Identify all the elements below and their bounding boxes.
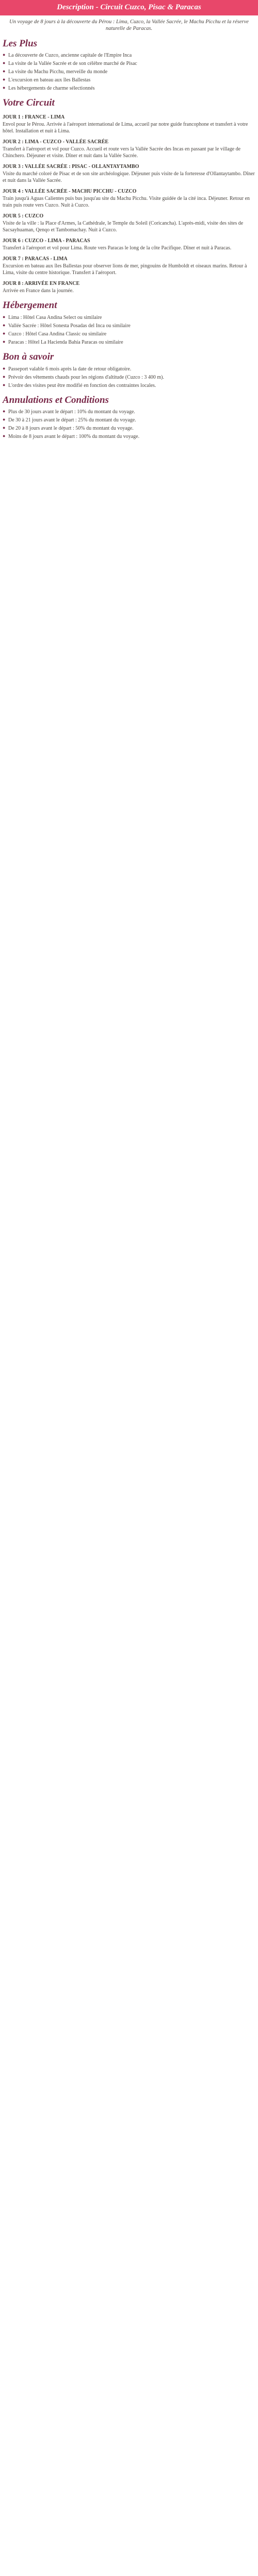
bullet-icon: ● <box>3 338 6 344</box>
bullet-icon: ● <box>3 60 6 66</box>
list-item-text: L'ordre des visites peut être modifié en fonction des contraintes locales. <box>8 382 156 388</box>
list-item-text: Vallée Sacrée : Hôtel Sonesta Posadas del Inca ou similaire <box>8 323 131 329</box>
bullet-icon: ● <box>3 409 6 414</box>
list-item-text: La découverte de Cuzco, ancienne capitale de l'Empire Inca <box>8 53 132 59</box>
bullet-icon: ● <box>3 417 6 422</box>
bullet-icon: ● <box>3 52 6 58</box>
list-item-text: De 20 à 8 jours avant le départ : 50% du montant du voyage. <box>8 426 134 432</box>
list-item <box>3 331 255 337</box>
list-item-text: Cuzco : Hôtel Casa Andina Classic ou similaire <box>8 331 107 337</box>
bullet-icon: ● <box>3 374 6 379</box>
day-text: Envol pour le Pérou. Arrivée à l'aéroport international de Lima, accueil par notre guide francophone et transfert à votre hôtel. Installation et nuit à Lima. <box>3 122 248 134</box>
bullet-icon: ● <box>3 85 6 91</box>
itinerary-day <box>3 213 255 233</box>
list-item <box>3 69 255 75</box>
list-item <box>3 85 255 92</box>
day-heading: JOUR 1 : FRANCE - LIMA <box>3 114 65 121</box>
list-item <box>3 366 255 372</box>
day-heading: JOUR 7 : PARACAS - LIMA <box>3 256 68 262</box>
highlights-list <box>3 52 255 92</box>
list-item <box>3 60 255 67</box>
page-content <box>0 15 258 447</box>
good-to-know-heading: Bon à savoir <box>3 351 54 362</box>
list-item <box>3 339 255 346</box>
day-heading: JOUR 2 : LIMA - CUZCO - VALLÉE SACRÉE <box>3 139 109 145</box>
page-banner: Description - Circuit Cuzco, Pisac & Paracas <box>0 0 258 15</box>
itinerary-day <box>3 188 255 209</box>
list-item-text: De 30 à 21 jours avant le départ : 25% du montant du voyage. <box>8 417 136 423</box>
list-item-text: Plus de 30 jours avant le départ : 10% du montant du voyage. <box>8 409 135 415</box>
day-text: Arrivée en France dans la journée. <box>3 288 74 294</box>
bullet-icon: ● <box>3 330 6 336</box>
cancellation-heading: Annulations et Conditions <box>3 394 109 405</box>
day-heading: JOUR 8 : ARRIVÉE EN FRANCE <box>3 281 80 287</box>
bullet-icon: ● <box>3 314 6 319</box>
day-text: Visite du marché coloré de Pisac et de son site archéologique. Déjeuner puis visite de la forteresse d'Ollantaytambo. Dîner et nuit dans la Vallée Sacrée. <box>3 171 255 184</box>
bullet-icon: ● <box>3 365 6 371</box>
list-item <box>3 374 255 381</box>
itinerary-heading: Votre Circuit <box>3 97 55 109</box>
list-item-text: Lima : Hôtel Casa Andina Select ou similaire <box>8 314 102 320</box>
list-item-text: Les hébergements de charme sélectionnés <box>8 86 95 92</box>
itinerary-day <box>3 280 255 294</box>
itinerary-day <box>3 163 255 184</box>
list-item <box>3 382 255 389</box>
highlights-heading: Les Plus <box>3 38 38 49</box>
list-item-text: Prévoir des vêtements chauds pour les régions d'altitude (Cuzco : 3 400 m). <box>8 374 165 380</box>
list-item <box>3 433 255 440</box>
list-item <box>3 425 255 432</box>
list-item-text: Passeport valable 6 mois après la date de retour obligatoire. <box>8 366 132 372</box>
day-heading: JOUR 6 : CUZCO - LIMA - PARACAS <box>3 238 90 244</box>
lodging-list <box>3 314 255 346</box>
bullet-icon: ● <box>3 433 6 439</box>
list-item <box>3 417 255 423</box>
lodging-heading: Hébergement <box>3 300 57 311</box>
bullet-icon: ● <box>3 69 6 74</box>
bullet-icon: ● <box>3 77 6 82</box>
day-heading: JOUR 5 : CUZCO <box>3 213 44 219</box>
day-heading: JOUR 3 : VALLÉE SACRÉE : PISAC - OLLANTAYTAMBO <box>3 164 139 170</box>
itinerary-day <box>3 139 255 159</box>
day-text: Train jusqu'à Aguas Calientes puis bus jusqu'au site du Machu Picchu. Visite guidée de la cité inca. Déjeuner. Retour en train puis route vers Cuzco. Nuit à Cuzco. <box>3 196 250 209</box>
good-to-know-list <box>3 366 255 389</box>
list-item-text: Moins de 8 jours avant le départ : 100% du montant du voyage. <box>8 434 140 440</box>
itinerary-day <box>3 114 255 134</box>
bullet-icon: ● <box>3 382 6 387</box>
day-text: Transfert à l'aéroport et vol pour Lima. Route vers Paracas le long de la côte Pacifique. Dîner et nuit à Paracas. <box>3 245 232 251</box>
itinerary-day <box>3 256 255 276</box>
list-item <box>3 314 255 321</box>
bullet-icon: ● <box>3 425 6 431</box>
day-text: Transfert à l'aéroport et vol pour Cuzco. Accueil et route vers la Vallée Sacrée des Incas en passant par le village de Chinchero. Déjeuner et visite. Dîner et nuit dans la Vallée Sacrée. <box>3 146 241 159</box>
list-item-text: La visite de la Vallée Sacrée et de son célèbre marché de Pisac <box>8 61 137 67</box>
list-item <box>3 323 255 329</box>
day-heading: JOUR 4 : VALLÉE SACRÉE - MACHU PICCHU - CUZCO <box>3 189 137 195</box>
list-item <box>3 52 255 59</box>
day-text: Visite de la ville : la Place d'Armes, la Cathédrale, le Temple du Soleil (Coricancha). L'après-midi, visite des sites de Sacsayhuaman, Qenqo et Tambomachay. Nuit à Cuzco. <box>3 221 244 233</box>
list-item <box>3 77 255 83</box>
intro-text: Un voyage de 8 jours à la découverte du Pérou : Lima, Cuzco, la Vallée Sacrée, le Machu Picchu et la réserve naturelle de Paracas. <box>9 19 249 32</box>
itinerary-day <box>3 238 255 251</box>
day-text: Excursion en bateau aux îles Ballestas pour observer lions de mer, pingouins de Humboldt et oiseaux marins. Retour à Lima, visite du centre historique. Transfert à l'aéroport. <box>3 263 247 276</box>
list-item-text: La visite du Machu Picchu, merveille du monde <box>8 69 108 75</box>
bullet-icon: ● <box>3 322 6 328</box>
list-item-text: L'excursion en bateau aux îles Ballestas <box>8 77 91 83</box>
list-item <box>3 409 255 415</box>
cancellation-list <box>3 409 255 440</box>
list-item-text: Paracas : Hôtel La Hacienda Bahía Paracas ou similaire <box>8 339 123 345</box>
